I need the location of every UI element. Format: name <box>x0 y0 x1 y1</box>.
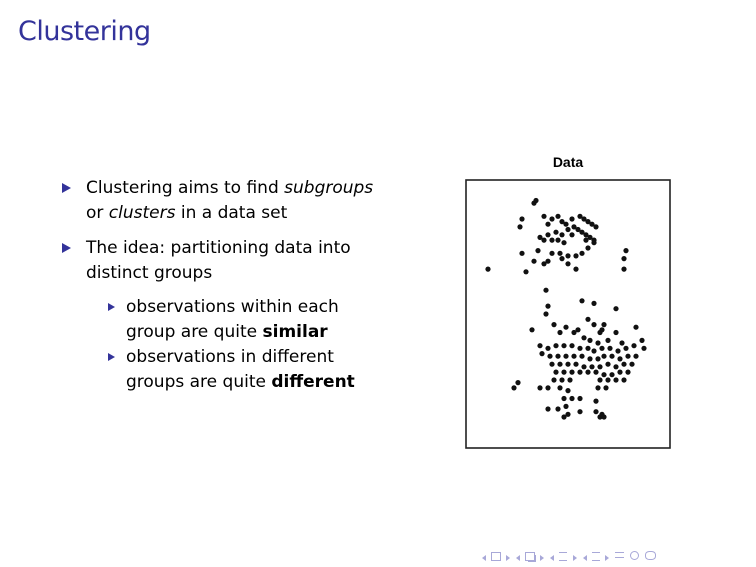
scatter-figure <box>462 150 674 455</box>
data-point <box>621 362 626 367</box>
data-point <box>613 364 618 369</box>
data-point <box>589 364 594 369</box>
data-point <box>565 412 570 417</box>
data-point <box>565 362 570 367</box>
data-point <box>599 327 604 332</box>
data-point <box>621 377 626 382</box>
data-point <box>605 338 610 343</box>
data-point <box>607 346 612 351</box>
sub-bullet-list <box>86 295 382 395</box>
data-point <box>591 301 596 306</box>
data-point <box>529 327 534 332</box>
presentation-icon[interactable] <box>615 552 624 558</box>
beamer-navigation-bar <box>482 548 656 562</box>
data-point <box>561 370 566 375</box>
data-point <box>601 372 606 377</box>
data-point <box>577 396 582 401</box>
data-point <box>557 251 562 256</box>
sub-bullet-item-1 <box>106 295 382 345</box>
data-point <box>549 362 554 367</box>
data-point <box>511 385 516 390</box>
data-point <box>555 214 560 219</box>
data-point <box>573 267 578 272</box>
data-point <box>597 364 602 369</box>
data-point <box>587 356 592 361</box>
data-point <box>545 406 550 411</box>
loop-icon[interactable] <box>645 551 656 560</box>
data-point <box>621 267 626 272</box>
data-point <box>551 377 556 382</box>
data-point <box>541 214 546 219</box>
data-point <box>601 354 606 359</box>
data-point <box>519 251 524 256</box>
data-point <box>595 340 600 345</box>
data-point <box>601 322 606 327</box>
data-point <box>579 354 584 359</box>
data-point <box>605 377 610 382</box>
triangle-bullet-icon <box>108 353 115 361</box>
data-point <box>613 330 618 335</box>
data-point <box>601 414 606 419</box>
data-point <box>539 351 544 356</box>
part-icon[interactable] <box>592 552 600 561</box>
data-point <box>603 385 608 390</box>
data-point <box>485 267 490 272</box>
data-point <box>533 198 538 203</box>
data-point <box>577 346 582 351</box>
data-point <box>565 261 570 266</box>
data-point <box>585 245 590 250</box>
prev-subsection-icon[interactable] <box>516 555 520 561</box>
bullet-item-1 <box>62 176 382 226</box>
next-frame-icon[interactable] <box>506 555 510 561</box>
data-point <box>567 377 572 382</box>
prev-part-icon[interactable] <box>583 555 587 561</box>
data-point <box>563 404 568 409</box>
data-point <box>537 235 542 240</box>
data-point <box>565 253 570 258</box>
data-point <box>573 362 578 367</box>
data-point <box>563 354 568 359</box>
data-point <box>579 298 584 303</box>
next-subsection-icon[interactable] <box>540 555 544 561</box>
slide-title: Clustering <box>18 16 151 47</box>
data-point <box>609 354 614 359</box>
data-point <box>605 362 610 367</box>
data-point <box>621 256 626 261</box>
data-point <box>551 322 556 327</box>
first-frame-icon[interactable] <box>482 555 486 561</box>
data-point <box>625 370 630 375</box>
data-point <box>543 288 548 293</box>
data-point <box>557 362 562 367</box>
triangle-bullet-icon <box>108 303 115 311</box>
data-point <box>547 354 552 359</box>
data-point <box>583 238 588 243</box>
data-point <box>545 304 550 309</box>
data-point <box>581 364 586 369</box>
data-point <box>585 317 590 322</box>
data-point <box>593 399 598 404</box>
data-point <box>557 385 562 390</box>
data-point <box>515 380 520 385</box>
data-point <box>629 362 634 367</box>
section-icon[interactable] <box>559 552 567 561</box>
data-point <box>555 238 560 243</box>
data-point <box>577 370 582 375</box>
nav-frame-group[interactable] <box>482 546 510 565</box>
data-point <box>593 224 598 229</box>
data-point <box>641 346 646 351</box>
data-point <box>569 216 574 221</box>
data-point <box>625 354 630 359</box>
data-point <box>591 240 596 245</box>
data-point <box>597 377 602 382</box>
data-point <box>579 251 584 256</box>
data-point <box>545 222 550 227</box>
data-point <box>587 338 592 343</box>
data-point <box>591 348 596 353</box>
data-point <box>593 409 598 414</box>
bullet-item-2 <box>62 236 382 395</box>
data-point <box>571 330 576 335</box>
data-point <box>585 370 590 375</box>
data-point <box>563 325 568 330</box>
data-point <box>519 216 524 221</box>
data-point <box>555 354 560 359</box>
data-point <box>561 396 566 401</box>
data-point <box>549 238 554 243</box>
data-point <box>561 343 566 348</box>
data-point <box>543 311 548 316</box>
data-point <box>545 346 550 351</box>
data-point <box>569 396 574 401</box>
data-point <box>565 227 570 232</box>
data-point <box>555 406 560 411</box>
sub-bullet-item-2 <box>106 345 382 395</box>
data-point <box>639 338 644 343</box>
subsection-icon[interactable] <box>525 552 535 561</box>
data-point <box>581 335 586 340</box>
data-point <box>545 259 550 264</box>
data-point <box>569 370 574 375</box>
data-point <box>613 306 618 311</box>
next-part-icon[interactable] <box>605 555 609 561</box>
data-point <box>619 340 624 345</box>
data-point <box>593 370 598 375</box>
data-point <box>561 240 566 245</box>
data-point <box>517 224 522 229</box>
bullet-list <box>62 176 382 405</box>
data-point <box>553 230 558 235</box>
data-point <box>633 354 638 359</box>
data-point <box>563 222 568 227</box>
data-point <box>633 325 638 330</box>
scatter-plot <box>462 176 674 454</box>
data-point <box>545 232 550 237</box>
data-point <box>617 356 622 361</box>
data-point <box>569 343 574 348</box>
data-point <box>523 269 528 274</box>
data-point <box>537 385 542 390</box>
data-point <box>617 370 622 375</box>
search-icon[interactable] <box>630 551 639 560</box>
data-point <box>573 253 578 258</box>
frame-icon[interactable] <box>491 552 501 561</box>
data-point <box>569 232 574 237</box>
data-point <box>535 248 540 253</box>
triangle-bullet-icon <box>62 243 71 253</box>
data-points <box>485 198 646 420</box>
data-point <box>571 354 576 359</box>
data-point <box>585 346 590 351</box>
data-point <box>595 356 600 361</box>
data-point <box>613 377 618 382</box>
data-point <box>631 343 636 348</box>
triangle-bullet-icon <box>62 183 71 193</box>
sub-bullet-text: observations in different groups are quite different <box>126 347 355 392</box>
data-point <box>623 346 628 351</box>
data-point <box>595 385 600 390</box>
figure-title: Data <box>552 154 584 170</box>
prev-section-icon[interactable] <box>550 555 554 561</box>
data-point <box>559 377 564 382</box>
data-point <box>577 409 582 414</box>
data-point <box>549 216 554 221</box>
data-point <box>565 388 570 393</box>
data-point <box>545 385 550 390</box>
nav-part-group[interactable] <box>583 546 609 565</box>
data-point <box>559 232 564 237</box>
data-point <box>609 372 614 377</box>
sub-bullet-text: observations within each group are quite similar <box>126 297 339 342</box>
data-point <box>591 322 596 327</box>
data-point <box>599 346 604 351</box>
data-point <box>559 256 564 261</box>
data-point <box>531 259 536 264</box>
data-point <box>615 348 620 353</box>
nav-subsection-group[interactable] <box>516 546 544 565</box>
next-section-icon[interactable] <box>573 555 577 561</box>
data-point <box>549 251 554 256</box>
bullet-text: Clustering aims to find subgroups or clusters in a data set <box>86 178 374 223</box>
nav-section-group[interactable] <box>550 546 576 565</box>
data-point <box>537 343 542 348</box>
bullet-text: The idea: partitioning data into distinct groups <box>86 238 351 283</box>
data-point <box>553 370 558 375</box>
data-point <box>623 248 628 253</box>
data-point <box>557 330 562 335</box>
data-point <box>553 343 558 348</box>
